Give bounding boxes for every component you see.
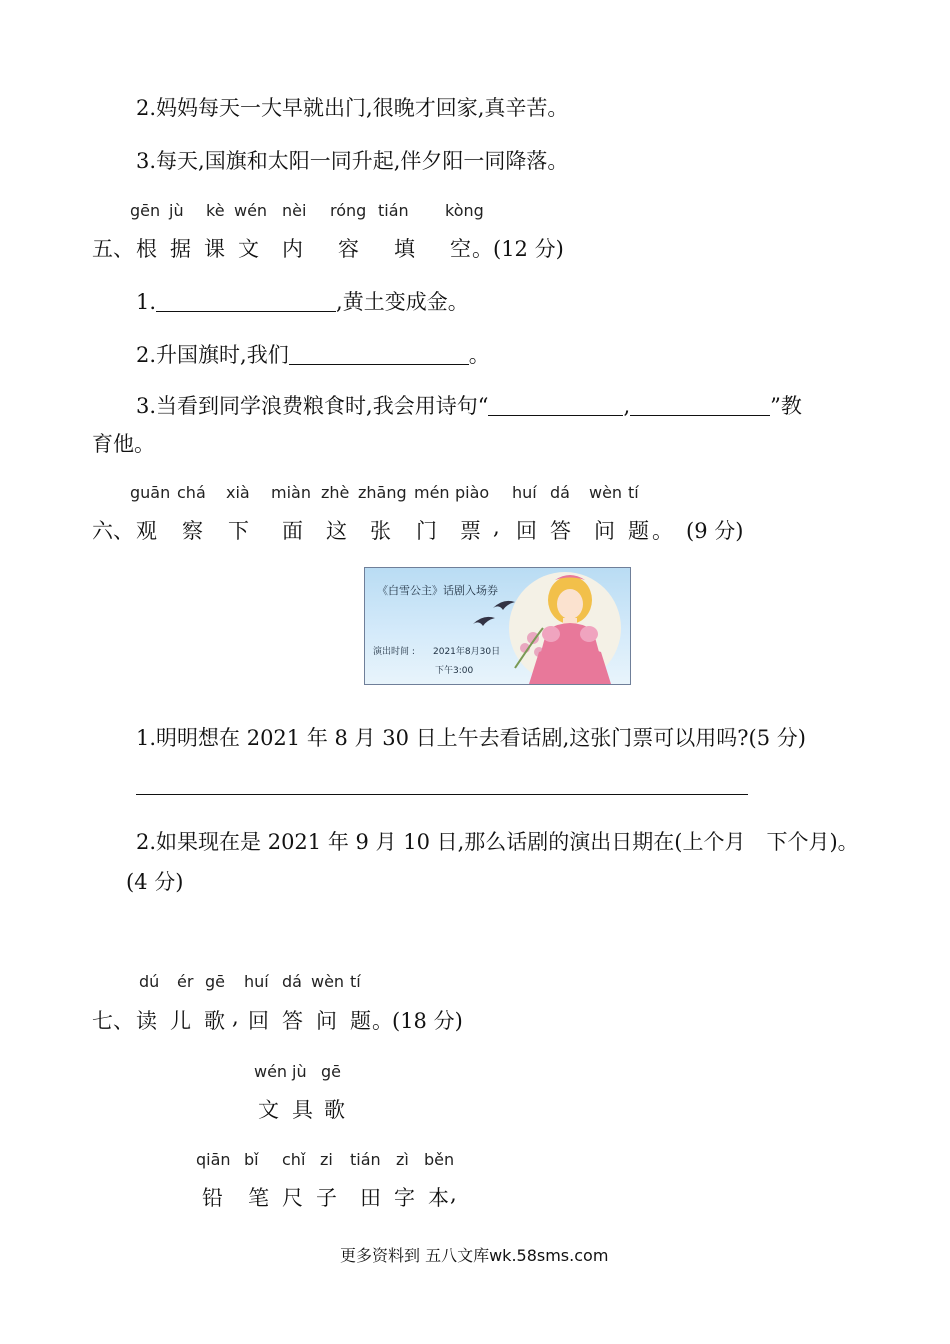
- question-1: 1.明明想在 2021 年 8 月 30 日上午去看话剧,这张门票可以用吗?(5 分): [136, 726, 806, 750]
- ticket-title: 《白雪公主》话剧入场券: [377, 584, 498, 597]
- fill-item-3-continued: 育他。: [92, 432, 155, 456]
- footer-link[interactable]: 更多资料到 五八文库wk.58sms.com: [340, 1246, 609, 1265]
- blank-3b[interactable]: [630, 395, 770, 416]
- ticket-image: [364, 567, 631, 685]
- sentence-item-3: 3.每天,国旗和太阳一同升起,伴夕阳一同降落。: [136, 149, 569, 173]
- fill-item-3: 3.当看到同学浪费粮食时,我会用诗句“ , ”教: [136, 394, 802, 418]
- sentence-item-2: 2.妈妈每天一大早就出门,很晚才回家,真辛苦。: [136, 96, 569, 120]
- fill-item-2: 2.升国旗时,我们 。: [136, 343, 490, 367]
- question-2-score: (4 分): [126, 870, 184, 894]
- ticket-time-label: 演出时间 :: [373, 647, 415, 657]
- blank-2[interactable]: [289, 344, 469, 365]
- question-2: 2.如果现在是 2021 年 9 月 10 日,那么话剧的演出日期在(上个月 下个月)。: [136, 830, 859, 854]
- fill-item-1: 1. ,黄土变成金。: [136, 290, 469, 314]
- answer-line[interactable]: [136, 794, 748, 795]
- ticket-time: 下午3:00: [435, 666, 474, 676]
- blank-1[interactable]: [156, 291, 336, 312]
- ticket-date: 2021年8月30日: [433, 647, 501, 657]
- blank-3a[interactable]: [488, 395, 623, 416]
